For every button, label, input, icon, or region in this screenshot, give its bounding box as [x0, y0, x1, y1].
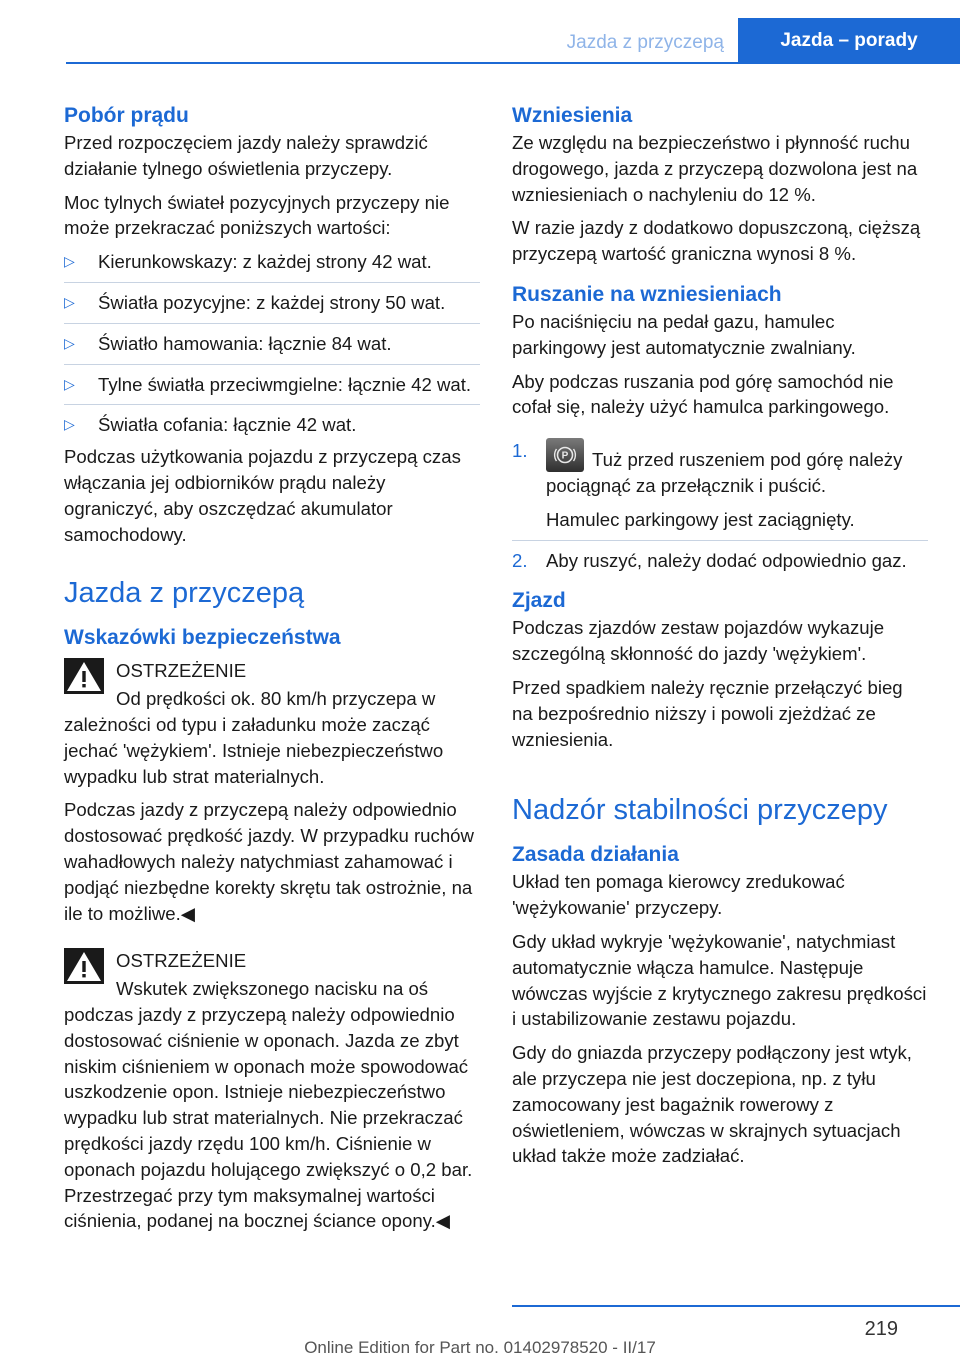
warning-text: Od prędkości ok. 80 km/h przyczepa w zależności od typu i załadunku może zacząć jechać 'wężykiem'. Istnieje niebezpieczeństwo wypadku lub strat materialnych.	[64, 688, 444, 787]
footer-rule	[512, 1305, 960, 1307]
heading-trailer-driving: Jazda z przyczepą	[64, 577, 305, 610]
step-number: 2.	[512, 549, 528, 571]
power-limits-list	[64, 249, 480, 438]
paragraph: Moc tylnych świateł pozycyjnych przyczepy nie może przekraczać poniższych wartości:	[64, 191, 450, 239]
paragraph: W razie jazdy z dodatkowo dopuszczoną, cięższą przyczepą wartość graniczna wynosi 8 %.	[512, 217, 921, 265]
heading-incline: Wzniesienia	[512, 104, 633, 127]
page-number: 219	[864, 1318, 898, 1340]
warning-box	[64, 658, 480, 926]
step-item	[512, 540, 928, 574]
triangle-bullet-icon: ▷	[64, 416, 75, 433]
heading-principle: Zasada działania	[512, 843, 679, 867]
warning-title: OSTRZEŻENIE	[116, 660, 247, 682]
right-column	[512, 102, 928, 1177]
page-header	[0, 0, 960, 64]
step-text: Aby ruszyć, należy dodać odpowiednio gaz.	[546, 549, 907, 571]
list-item-text: Kierunkowskazy: z każdej strony 42 wat.	[98, 251, 432, 273]
left-column	[64, 102, 480, 1242]
chapter-tab: Jazda – porady	[738, 18, 960, 64]
warning-triangle-icon	[64, 658, 104, 694]
step-number: 1.	[512, 440, 528, 462]
warning-text: Wskutek zwiększonego nacisku na oś podczas jazdy z przyczepą należy odpowiednio dostosować ciśnienie w oponach. Jazda ze zbyt niskim ciśnieniem w oponach może spowodować uszkodzenie opon. Istnieje niebezpieczeństwo wypadku lub strat materialnych. Nie przekraczać prędkości jazdy rzędu 100 km/h. Ciśnienie w oponach pojazdu holującego zwiększyć o 0,2 bar. Przestrzegać przy tym maksymalnej wartości ciśnienia, podanej na bocznej ściance opony.◀	[64, 978, 473, 1232]
paragraph: Podczas zjazdów zestaw pojazdów wykazuje szczególną skłonność do jazdy 'wężykiem'.	[512, 617, 885, 665]
paragraph: Aby podczas ruszania pod górę samochód nie cofał się, należy użyć hamulca parkingowego.	[512, 370, 894, 418]
section-tab: Jazda z przyczepą	[566, 32, 724, 53]
header-rule	[66, 62, 960, 64]
list-item-text: Światła cofania: łącznie 42 wat.	[98, 414, 357, 436]
step-item	[512, 438, 928, 532]
svg-text:P: P	[561, 450, 569, 462]
paragraph: Gdy do gniazda przyczepy podłączony jest wtyk, ale przyczepa nie jest doczepiona, np. z tyłu zamocowany jest bagażnik rowerowy z oświetleniem, wówczas w skrajnych sytuacjach układ także może zadziałać.	[512, 1042, 912, 1167]
warning-box	[64, 948, 480, 1234]
warning-text: Podczas jazdy z przyczepą należy odpowiednio dostosować prędkość jazdy. W przypadku ruchów wahadłowych należy natychmiast zahamować i podjąć niezbędne korekty skrętu tak ostrożnie, na ile to możliwe.◀	[64, 799, 474, 924]
paragraph: Przed spadkiem należy ręcznie przełączyć bieg na bezpośrednio niższy i powoli zjeżdżać ze wzniesienia.	[512, 676, 903, 750]
list-item	[64, 404, 480, 438]
list-item-text: Tylne światła przeciwmgielne: łącznie 42 wat.	[98, 373, 472, 395]
step-note: Hamulec parkingowy jest zaciągnięty.	[546, 508, 855, 530]
triangle-bullet-icon: ▷	[64, 253, 75, 270]
heading-power: Pobór prądu	[64, 104, 189, 127]
list-item	[64, 323, 480, 357]
paragraph: Gdy układ wykryje 'wężykowanie', natychmiast automatycznie włącza hamulce. Następuje wówczas wyjście z krytycznego zakresu prędkości i ustabilizowanie zestawu pojazdu.	[512, 930, 927, 1030]
triangle-bullet-icon: ▷	[64, 293, 75, 310]
warning-title: OSTRZEŻENIE	[116, 950, 247, 972]
paragraph: Układ ten pomaga kierowcy zredukować 'wężykowanie' przyczepy.	[512, 871, 845, 919]
list-item-text: Światła pozycyjne: z każdej strony 50 wat.	[98, 291, 446, 313]
warning-triangle-icon	[64, 948, 104, 984]
list-item	[64, 249, 480, 275]
list-item	[64, 282, 480, 316]
paragraph: Ze względu na bezpieczeństwo i płynność ruchu drogowego, jazda z przyczepą dozwolona jest na wzniesieniach o nachyleniu do 12 %.	[512, 132, 918, 205]
heading-stability: Nadzór stabilności przyczepy	[512, 794, 888, 827]
triangle-bullet-icon: ▷	[64, 375, 75, 392]
paragraph: Podczas użytkowania pojazdu z przyczepą czas włączania jej odbiorników prądu należy ograniczyć, aby oszczędzać akumulator samochodowy.	[64, 446, 461, 545]
edition-footer: Online Edition for Part no. 01402978520 - II/17	[304, 1338, 656, 1357]
steps-list	[512, 438, 928, 573]
heading-descent: Zjazd	[512, 589, 566, 613]
paragraph: Przed rozpoczęciem jazdy należy sprawdzić działanie tylnego oświetlenia przyczepy.	[64, 132, 428, 179]
parking-brake-icon	[546, 438, 584, 472]
list-item	[64, 364, 480, 398]
heading-safety: Wskazówki bezpieczeństwa	[64, 626, 341, 650]
paragraph: Po naciśnięciu na pedał gazu, hamulec parkingowy jest automatycznie zwalniany.	[512, 310, 856, 358]
heading-hill-start: Ruszanie na wzniesieniach	[512, 282, 782, 306]
list-item-text: Światło hamowania: łącznie 84 wat.	[98, 332, 392, 354]
step-text: Tuż przed ruszeniem pod górę należy pociągnąć za przełącznik i puścić.	[546, 449, 903, 496]
triangle-bullet-icon: ▷	[64, 334, 75, 351]
